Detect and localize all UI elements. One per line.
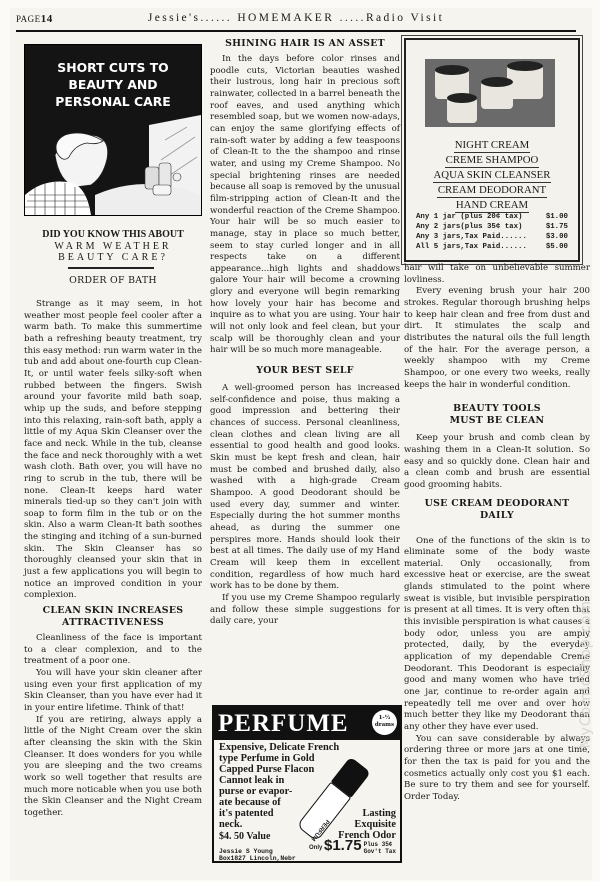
- paragraph: You can save considerable by always ordering three or more jars at one time, for then the tax is paid for you and the cosmetics actually only cost you $1 each. Be sure to try them and see for yourself. Order Today.: [404, 733, 590, 802]
- paragraph: You will have your skin cleaner after using even your first application of my Skin Cleanser, than you have ever had it in your entire lifetime. Think of that!: [24, 668, 202, 713]
- only-label: Only: [309, 845, 323, 851]
- heading-order-of-bath: ORDER OF BATH: [69, 275, 157, 286]
- jars-icon: [425, 59, 555, 127]
- paragraph: Every evening brush your hair 200 strokes. Regular thorough brushing helps to keep hair clean and free from dust and dirt. It stimulates the scalp and distributes the natural oils the full length of the hair. For the average person, a weekly shampoo with my Creme Shampoo, or one every two weeks, really keeps the hair in wonderful condition.: [404, 286, 590, 390]
- product-name: HAND CREAM: [455, 199, 529, 211]
- paragraph: A well-groomed person has increased self-confidence and poise, thus making a good impression and bettering their chances of success. Personal cleanliness, clean clothes and clean living are all essential to good health and good looks. Skin must be kept fresh and clean, hair must be combed and brushed daily, also washed with a high-grade Cream Shampoo. A good Deodorant should be used every day, summer and winter. Especially during the hot summer months ahead, as during the summer one perspires more. Hands should look their best at all times. The daily use of my Hand Cream will keep them in excellent condition, regardless of how much hard work has to be done by them.: [210, 383, 400, 592]
- cosmetic-jars-photo: [425, 59, 555, 127]
- paragraph: If you are retiring, always apply a little of the Night Cream over the skin after cleansing the skin with the Skin Cleanser. It does wonders for you while you are sleeping and the two creams work so well together that results are much more noticable when you use both the Skin Cleanser and the Night Cream together.: [24, 714, 202, 818]
- perfume-tagline: Lasting Exquisite French Odor: [338, 808, 396, 841]
- price-row: All 5 jars,Tax Paid...... $5.00: [416, 243, 568, 251]
- did-you-know-heading: DID YOU KNOW THIS ABOUT WARM WEATHER BEAUTY CARE?: [42, 229, 184, 263]
- product-name: NIGHT CREAM: [454, 139, 530, 151]
- column-3: [404, 263, 590, 804]
- price-list: [416, 212, 568, 252]
- paragraph: If you use my Creme Shampoo regularly and follow these simple suggestions for daily care, your: [210, 592, 400, 627]
- product-name: CREME SHAMPOO: [445, 154, 539, 166]
- page-number: PAGE14: [16, 13, 53, 25]
- perfume-value: $4. 50 Value: [219, 831, 271, 842]
- paragraph: hair will take on unbelievable summer lovliness.: [404, 263, 590, 285]
- heading-clean-skin: CLEAN SKIN INCREASES ATTRACTIVENESS: [42, 605, 184, 629]
- perfume-headline: PERFUME: [218, 710, 349, 737]
- paragraph: One of the functions of the skin is to eliminate some of the body waste material. Only occasionally, from excessive heat or exercise, are the sweat glands stimulated to the point where sweat is visible, but invisible perspiration is present at all times. It is very often that this invisible perspiration is what causes a body odor, unless you are amply protected, daily, by the everyday application of my dependable Creme Deodorant. This Deodorant is especially good and many women who have tried one jar, continue to re-order again and repeatedly tell me over and over how much better they like my Deodorant than any other they have ever used.: [404, 535, 590, 732]
- product-list: [406, 138, 578, 213]
- dram-badge: 1-½ drams: [372, 710, 397, 735]
- price-row: Any 2 jars(plus 35¢ tax) $1.75: [416, 223, 568, 231]
- seller-address: Jessie S Young Box1827 Lincoln,Nebr: [219, 848, 296, 862]
- perfume-advertisement: [212, 705, 402, 863]
- tax-note: Plus 35¢ Gov't Tax: [363, 841, 396, 855]
- promo-illustration: [24, 44, 202, 216]
- product-price-box: [404, 38, 580, 262]
- perfume-bottle-icon: PERFUM: [293, 755, 372, 844]
- heading-shining-hair: SHINING HAIR IS AN ASSET: [225, 38, 385, 49]
- page-header: [16, 12, 576, 30]
- promo-title: SHORT CUTS TO BEAUTY AND PERSONAL CARE: [55, 60, 171, 109]
- paragraph: Keep your brush and comb clean by washing them in a Clean-It solution. So easy and so quickly done. Clean hair and a clean comb and brush are essential good grooming habits.: [404, 433, 590, 490]
- paragraph: Strange as it may seem, in hot weather most people feel cooler after a warm bath. To make this summertime bath a refreshing beauty treatment, try this easy method: run warm water in the tub and add about one-fourth cup Clean-It, or until water feels silky-soft when rubbed between the fingers. Swish around your favorite mild bath soap, whip up the suds, and before stepping into this relaxing, rain-soft bath, apply a little of my Aqua Skin Cleanser over the face and neck. While in the tub, cleanse the face and neck thoroughly with a wet wash cloth. Bath over, you will have no ring to scrub in the tub, there will be none. Clean-It keeps hard water minerals tied-up so they can't join with soap to form film in the tub or on the skin. Also a warm Clean-It bath soothes the stinging and itching of a sun-burned skin. The Skin Cleanser has so thoroughly cleansed your skin that in just a few applications you will begin to notice an improved condition in your complexion.: [24, 299, 202, 601]
- column-1: [24, 275, 202, 820]
- watermark: MyComicShop.com: [578, 600, 594, 749]
- section-divider: [68, 267, 154, 269]
- header-rule: [16, 30, 576, 32]
- heading-cream-deodorant: USE CREAM DEODORANT DAILY: [424, 497, 570, 521]
- product-name: AQUA SKIN CLEANSER: [433, 169, 551, 181]
- perfume-price: $1.75: [324, 837, 362, 854]
- heading-your-best-self: YOUR BEST SELF: [256, 365, 354, 377]
- paragraph: Cleanliness of the face is important to a clear complexion, and to the treatment of a poor one.: [24, 633, 202, 667]
- price-row: Any 1 jar (plus 20¢ tax) $1.00: [416, 213, 568, 221]
- publication-title: Jessie's...... HOMEMAKER .....Radio Visit: [147, 12, 445, 24]
- heading-beauty-tools: BEAUTY TOOLS MUST BE CLEAN: [449, 403, 545, 427]
- price-row: Any 3 jars,Tax Paid...... $3.00: [416, 233, 568, 241]
- column-2: [210, 38, 400, 628]
- woman-at-vanity-icon: [25, 45, 201, 215]
- perfume-description: Expensive, Delicate French type Perfume in Gold Capped Purse Flacon Cannot leak in purse or evapor- ate because of it's patented neck.: [219, 742, 340, 830]
- paragraph: In the days before color rinses and poodle cuts, Victorian beauties washed their lustrous, long hair in precious soft rainwater, collected in a barrel beneath the roof eaves, and used anything which resembled soap, but we women now-adays, can enjoy the same glorifying effects of rain-soft water by adding a few teaspoons of Clean-It to the the shampoo and rinse water, and using my Creme Shampoo. No special brightening rinses are needed because all soap is removed by the unusual film-stripping action of Clean-It and the wonderful reaction of the Creme Shampoo. Your hair will be so much easier to manage, stay in place so much better, seem to stay curled longer and in all respects take on a different appearance...high lights and shaddows galore Your hair will become a crowning glory and everyone will begin remarking how lovely your hair has become and inquire as to what you are using. Your hair will not only look and feel clean, but your scalp will be thoroughly clean and your hair will be so much more manageable.: [210, 54, 400, 356]
- product-name: CREAM DEODORANT: [437, 184, 547, 196]
